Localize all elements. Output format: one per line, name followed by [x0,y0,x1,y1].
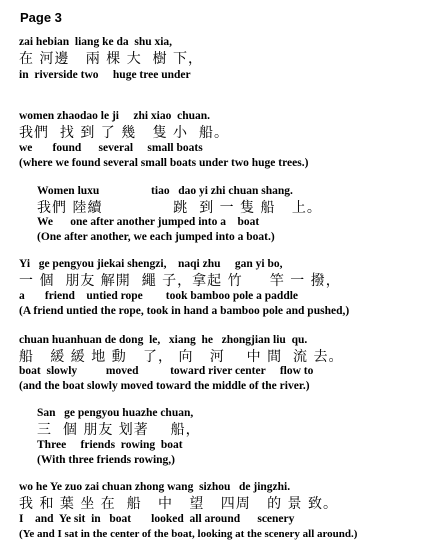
translation-line: (Ye and I sat in the center of the boat, looking at the scenery all around.) [19,528,358,540]
pinyin-line: Yi ge pengyou jiekai shengzi, naqi zhu gan yi bo, [19,258,283,270]
gloss-line: we found several small boats [19,142,203,154]
gloss-line: boat slowly moved toward river center flow to [19,365,314,377]
translation-line: (and the boat slowly moved toward the middle of the river.) [19,380,310,392]
translation-line: (With three friends rowing,) [37,454,175,466]
gloss-line: I and Ye sit in boat looked all around scenery [19,513,295,525]
chinese-line: 我們 陸續 跳 到 一 隻 船 上。 [37,200,322,216]
pinyin-line: chuan huanhuan de dong le, xiang he zhongjian liu qu. [19,334,308,346]
gloss-line: We one after another jumped into a boat [37,216,260,228]
pinyin-line: women zhaodao le ji zhi xiao chuan. [19,110,211,122]
chinese-line: 一 個 朋友 解開 繩 子，拿起 竹 竿 一 撥， [19,273,341,289]
chinese-line: 我 和 葉 坐 在 船 中 望 四周 的 景 致。 [19,496,339,512]
chinese-line: 我們 找 到 了 幾 隻 小 船。 [19,125,229,141]
pinyin-line: wo he Ye zuo zai chuan zhong wang sizhou de jingzhi. [19,481,291,493]
chinese-line: 在 河邊 兩 棵 大 樹 下， [19,51,204,67]
gloss-line: Three friends rowing boat [37,439,183,451]
translation-line: (A friend untied the rope, took in hand a bamboo pole and pushed,) [19,305,350,317]
pinyin-line: San ge pengyou huazhe chuan, [37,407,194,419]
translation-line: (One after another, we each jumped into a boat.) [37,231,275,243]
pinyin-line: Women luxu tiao dao yi zhi chuan shang. [37,185,293,197]
chinese-line: 三 個 朋友 划著 船， [37,422,201,438]
pinyin-line: zai hebian liang ke da shu xia, [19,36,173,48]
gloss-line: a friend untied rope took bamboo pole a paddle [19,290,299,302]
chinese-line: 船 緩 緩 地 動 了， 向 河 中 間 流 去。 [19,349,344,365]
page-title: Page 3 [20,10,62,25]
gloss-line: in riverside two huge tree under [19,69,191,81]
translation-line: (where we found several small boats under two huge trees.) [19,157,309,169]
